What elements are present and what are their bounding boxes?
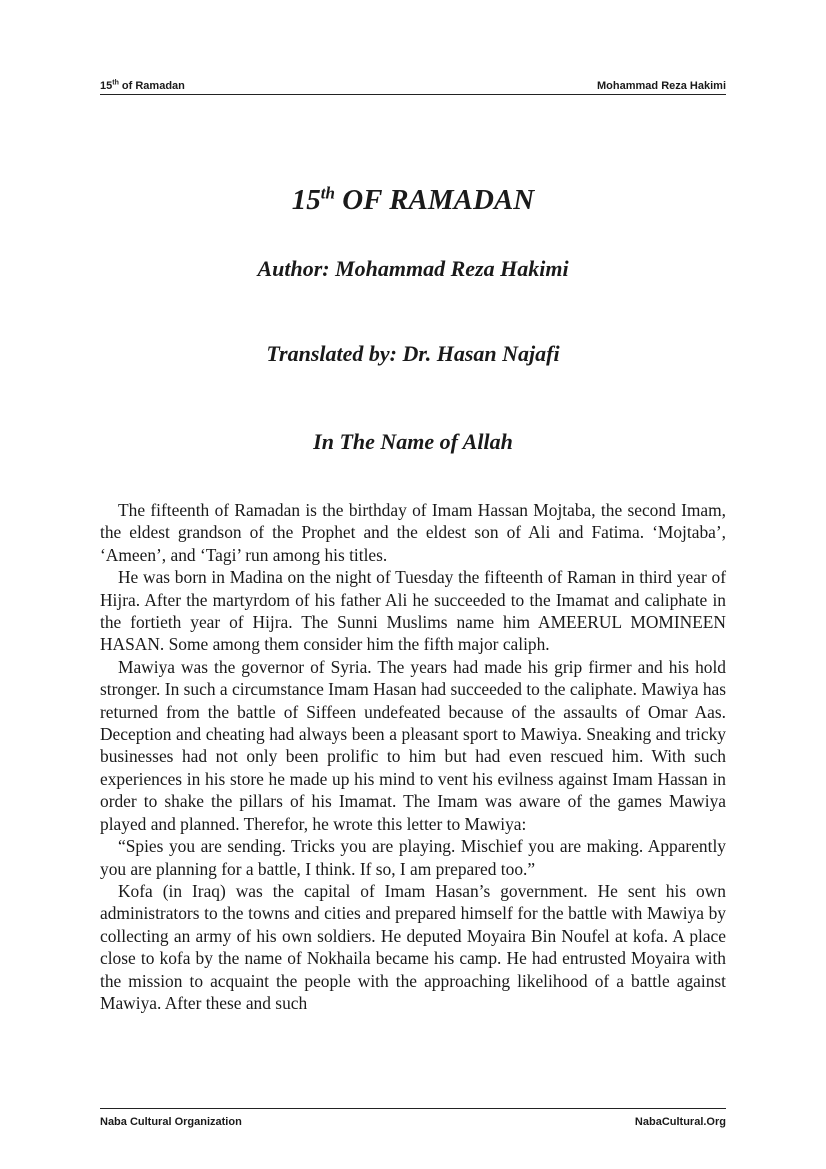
author-line: Author: Mohammad Reza Hakimi	[257, 256, 569, 281]
header-author: Mohammad Reza Hakimi	[597, 80, 726, 92]
header-number: 15	[100, 80, 113, 92]
paragraph: He was born in Madina on the night of Tuesday the fifteenth of Raman in third year of Hijra. After the martyrdom of his father Ali he succeeded to the Imamat and caliphate in the fortieth year of Hijra. The Sunni Muslims name him AMEERUL MOMINEEN HASAN. Some among them consider him the fifth major caliph.	[100, 567, 726, 655]
page-footer	[100, 1108, 726, 1128]
page-header	[100, 78, 726, 95]
paragraph: Mawiya was the governor of Syria. The years had made his grip firmer and his hold stronger. In such a circumstance Imam Hasan had succeeded to the caliphate. Mawiya has returned from the battle of Siffeen undefeated because of the assaults of Omar Aas. Deception and cheating had always been a pleasant sport to Mawiya. Sneaking and tricky businesses had not only been prolific to him but had even rescued him. With such experiences in his store he made up his mind to vent his evilness against Imam Hassan in order to shake the pillars of his Imamat. The Imam was aware of the games Mawiya played and planned. Therefor, he wrote this letter to Mawiya:	[100, 656, 726, 834]
title-superscript: th	[320, 183, 335, 203]
translator-line: Translated by: Dr. Hasan Najafi	[266, 341, 560, 366]
invocation-line: In The Name of Allah	[313, 429, 513, 454]
body-text	[100, 499, 726, 1014]
paragraph: Kofa (in Iraq) was the capital of Imam Hasan’s government. He sent his own administrators to the towns and cities and prepared himself for the battle with Mawiya by collecting an army of his own soldiers. He deputed Moyaira Bin Noufel at kofa. A place close to kofa by the name of Nokhaila became his camp. He had entrusted Moyaira with the mission to acquaint the people with the approaching likelihood of a battle against Mawiya. After these and such	[100, 880, 726, 1013]
header-title-text: of Ramadan	[118, 80, 185, 92]
document-title	[100, 180, 726, 220]
footer-organization: Naba Cultural Organization	[100, 1116, 242, 1128]
header-superscript: th	[112, 79, 119, 87]
paragraph: “Spies you are sending. Tricks you are playing. Mischief you are making. Apparently you are planning for a battle, I think. If so, I am prepared too.”	[100, 836, 726, 879]
header-running-title	[100, 78, 185, 94]
title-text: OF RAMADAN	[334, 184, 535, 216]
paragraph: The fifteenth of Ramadan is the birthday of Imam Hassan Mojtaba, the second Imam, the eldest grandson of the Prophet and the eldest son of Ali and Fatima. ‘Mojtaba’, ‘Ameen’, and ‘Tagi’ run among his titles.	[100, 500, 726, 565]
title-number: 15	[291, 184, 321, 216]
footer-website: NabaCultural.Org	[634, 1116, 726, 1128]
